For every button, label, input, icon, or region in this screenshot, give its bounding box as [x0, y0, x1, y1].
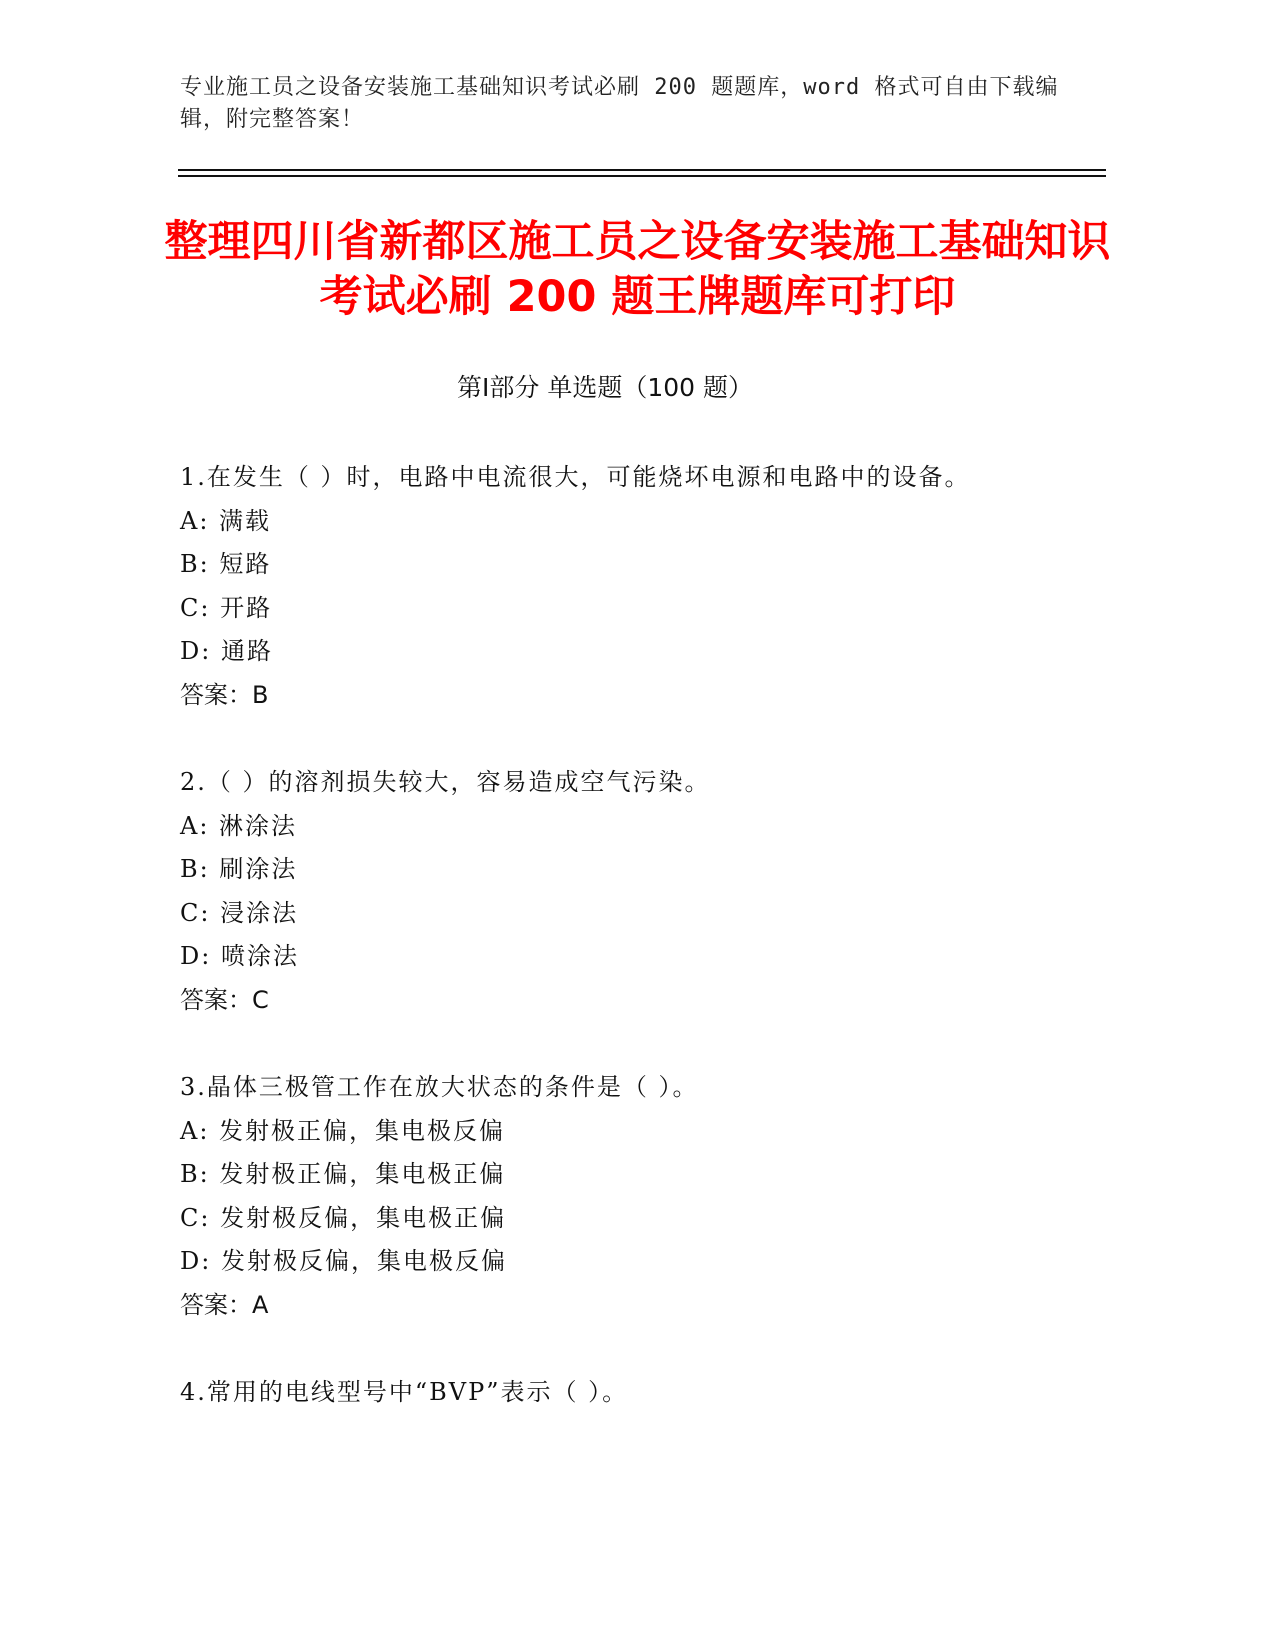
answer: 答案：A: [180, 1290, 269, 1319]
option-b: B: 发射极正偏，集电极正偏: [180, 1160, 506, 1188]
option-c: C: 开路: [180, 593, 273, 622]
question-1: [180, 456, 1130, 717]
option-b: B: 刷涂法: [180, 855, 298, 883]
option-c: C: 浸涂法: [180, 898, 299, 927]
header-divider-top: [178, 169, 1106, 171]
document-title: 整理四川省新都区施工员之设备安装施工基础知识考试必刷 200 题王牌题库可打印: [164, 217, 1111, 322]
option-a: A: 淋涂法: [180, 811, 298, 840]
option-d: D: 发射极反偏，集电极反偏: [180, 1247, 507, 1275]
answer: 答案：B: [180, 680, 269, 709]
question-text: 3.晶体三极管工作在放大状态的条件是（ ）。: [180, 1073, 699, 1101]
question-text: 4.常用的电线型号中“BVP”表示（ ）。: [180, 1378, 629, 1406]
question-4: [180, 1371, 1130, 1415]
option-a: A: 满载: [180, 506, 272, 535]
header-note: 专业施工员之设备安装施工基础知识考试必刷 200 题题库，word 格式可自由下载编辑，附完整答案！: [180, 75, 1059, 132]
option-d: D: 喷涂法: [180, 942, 299, 970]
option-b: B: 短路: [180, 550, 272, 578]
question-3: [180, 1066, 1130, 1327]
question-2: [180, 761, 1130, 1022]
question-text: 2.（ ）的溶剂损失较大，容易造成空气污染。: [180, 768, 711, 796]
section-title: 第Ⅰ部分 单选题（100 题）: [457, 373, 753, 402]
option-d: D: 通路: [180, 637, 273, 665]
question-text: 1.在发生（ ）时，电路中电流很大，可能烧坏电源和电路中的设备。: [180, 463, 971, 491]
option-a: A: 发射极正偏，集电极反偏: [180, 1116, 506, 1145]
answer: 答案：C: [180, 985, 269, 1014]
question-list: [180, 456, 1130, 1459]
header-divider-bottom: [178, 175, 1106, 177]
option-c: C: 发射极反偏，集电极正偏: [180, 1203, 507, 1232]
